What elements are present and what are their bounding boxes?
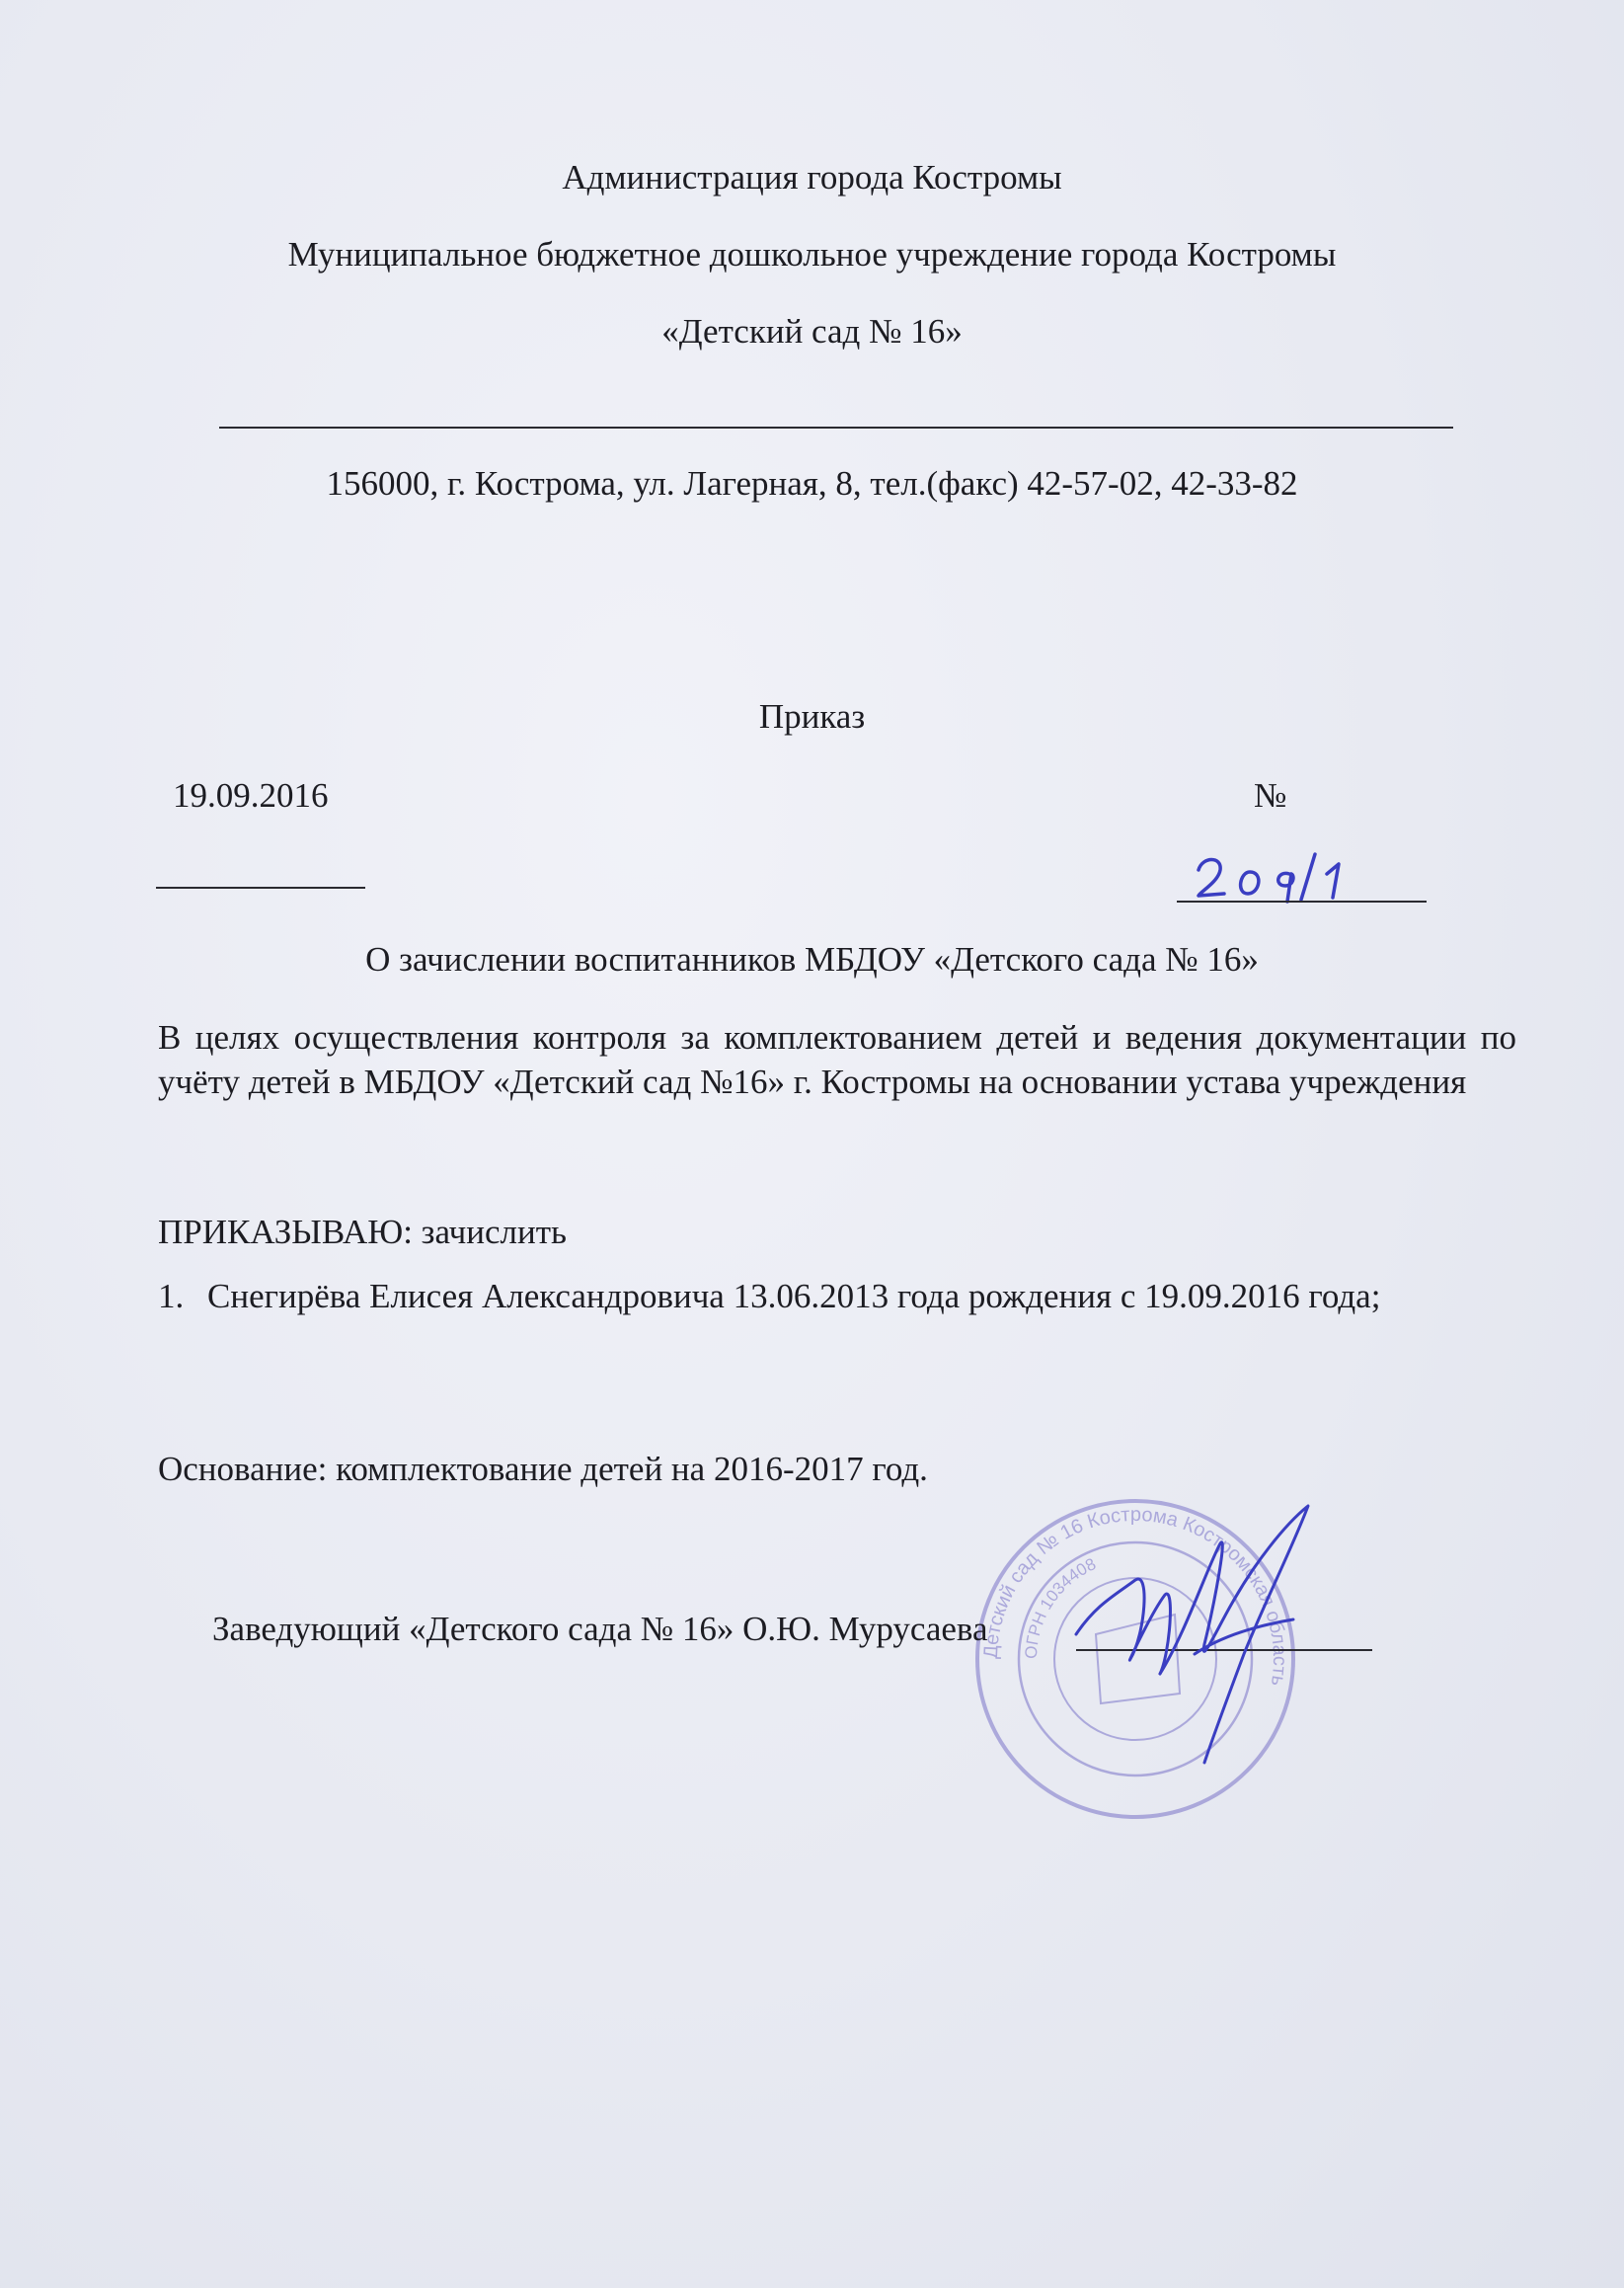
order-basis: Основание: комплектование детей на 2016-2017 год. xyxy=(158,1450,928,1488)
header-administration: Администрация города Костромы xyxy=(562,158,1062,197)
order-directive: ПРИКАЗЫВАЮ: зачислить xyxy=(158,1213,567,1251)
order-body-paragraph: В целях осуществления контроля за комплектованием детей и ведения документации по учёту детей в МБДОУ «Детский сад №16» г. Костромы на основании устава учреждения xyxy=(158,1018,1516,1101)
list-item-number: 1. xyxy=(158,1277,185,1315)
order-number-underline xyxy=(1177,901,1427,903)
svg-text:Детский сад № 16 Кострома Кост: Детский сад № 16 Кострома Костромская область xyxy=(979,1503,1291,1688)
document-title: Приказ xyxy=(758,697,866,736)
header-divider xyxy=(219,427,1453,429)
handwritten-signature xyxy=(1056,1486,1353,1773)
order-date: 19.09.2016 xyxy=(173,776,329,815)
list-item-text: Снегирёва Елисея Александровича 13.06.2013 года рождения с 19.09.2016 года; xyxy=(207,1277,1381,1315)
handwritten-order-number xyxy=(1193,844,1390,904)
header-address: 156000, г. Кострома, ул. Лагерная, 8, тел.(факс) 42-57-02, 42-33-82 xyxy=(326,464,1298,503)
order-subject: О зачислении воспитанников МБДОУ «Детского сада № 16» xyxy=(365,940,1259,979)
date-underline xyxy=(156,887,365,889)
header-institution: Муниципальное бюджетное дошкольное учреждение города Костромы xyxy=(287,235,1337,274)
signer-line: Заведующий «Детского сада № 16» О.Ю. Мурусаева xyxy=(212,1610,988,1648)
svg-text:ОГРН 1034408: ОГРН 1034408 xyxy=(1021,1554,1099,1660)
order-number-label: № xyxy=(1254,776,1287,815)
header-kindergarten-name: «Детский сад № 16» xyxy=(661,312,963,351)
